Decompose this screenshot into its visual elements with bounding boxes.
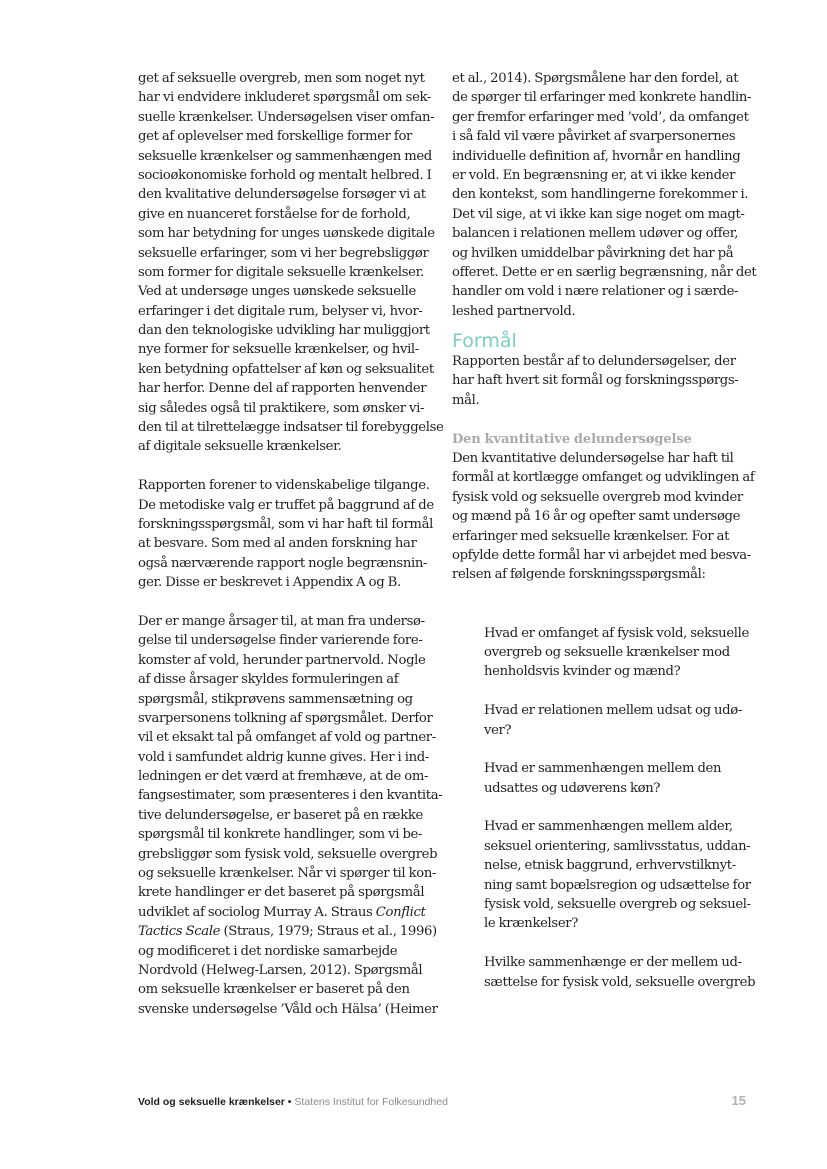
paragraph-gap	[138, 457, 430, 476]
text-line: Den kvantitative delundersøgelse har haft til	[452, 451, 734, 467]
body-paragraph	[138, 69, 444, 457]
research-question	[484, 759, 748, 798]
text-line: De metodiske valg er truffet på baggrund af de	[138, 497, 434, 513]
text-line: af digitale seksuelle krænkelser.	[138, 439, 342, 455]
text-line: og mænd på 16 år og opefter samt undersøge	[452, 509, 741, 525]
text-line: socioøkonomiske forhold og mentalt helbred. I	[138, 167, 432, 183]
body-paragraph	[452, 352, 748, 410]
text-line: ver?	[484, 722, 512, 738]
text-line: har herfor. Denne del af rapporten henvender	[138, 381, 427, 397]
text-line: overgreb og seksuelle krænkelser mod	[484, 644, 730, 660]
text-line: Rapporten forener to videnskabelige tilgange.	[138, 478, 430, 494]
text-line: Der er mange årsager til, at man fra undersø-	[138, 613, 425, 629]
italic-title: Conflict	[375, 904, 426, 920]
text-line: Hvad er omfanget af fysisk vold, seksuelle	[484, 625, 749, 641]
text-line: sættelse for fysisk vold, seksuelle overgreb	[484, 974, 756, 990]
text-line	[138, 903, 430, 922]
body-paragraph	[452, 449, 755, 585]
text-line: i så fald vil være påvirket af svarpersonernes	[452, 129, 736, 145]
footer-report-title: Vold og seksuelle krænkelser	[138, 1096, 285, 1108]
text-line: den kvalitative delundersøgelse forsøger vi at	[138, 187, 426, 203]
text-line: get af oplevelser med forskellige former for	[138, 129, 412, 145]
text-line: erfaringer i det digitale rum, belyser vi, hvor-	[138, 303, 423, 319]
text-line: opfylde dette formål har vi arbejdet med besva-	[452, 548, 751, 563]
text-line: tive delundersøgelse, er baseret på en række	[138, 807, 423, 823]
text-line: ning samt bopælsregion og udsættelse for	[484, 877, 751, 893]
citation-text: (Straus, 1979; Straus et al., 1996)	[220, 924, 437, 940]
text-line: og modificeret i det nordiske samarbejde	[138, 943, 398, 959]
text-line: spørgsmål, stikprøvens sammensætning og	[138, 691, 413, 707]
text-line: erfaringer med seksuelle krænkelser. For at	[452, 528, 730, 544]
paragraph-gap	[138, 593, 430, 612]
text-line: get af seksuelle overgreb, men som noget nyt	[138, 71, 425, 86]
paragraph-gap	[452, 585, 748, 604]
text-line: offeret. Dette er en særlig begrænsning, når det	[452, 264, 757, 280]
text-line: nye former for seksuelle krænkelser, og hvil-	[138, 342, 419, 358]
text-line: nelse, etnisk baggrund, erhvervstilknyt-	[484, 858, 736, 874]
text-line: Ved at undersøge unges uønskede seksuelle	[138, 284, 416, 300]
page-number: 15	[731, 1093, 746, 1108]
research-question	[484, 624, 748, 682]
text-line: Rapporten består af to delundersøgelser, der	[452, 354, 736, 370]
text-line: le krænkelser?	[484, 916, 578, 932]
text-line: leshed partnervold.	[452, 303, 576, 319]
italic-title: Tactics Scale	[138, 924, 221, 940]
text-line: handler om vold i nære relationer og i særde-	[452, 284, 739, 300]
paragraph-gap	[452, 410, 748, 429]
text-line: komster af vold, herunder partnervold. Nogle	[138, 652, 426, 668]
research-question	[484, 953, 756, 992]
page-footer	[138, 1094, 746, 1110]
text-line: Nordvold (Helweg-Larsen, 2012). Spørgsmål	[138, 962, 423, 978]
text-line: og hvilken umiddelbar påvirkning det har på	[452, 245, 734, 261]
text-line: give en nuanceret forståelse for de forhold,	[138, 206, 411, 222]
text-line: mål.	[452, 392, 480, 408]
body-paragraph	[138, 476, 434, 592]
text-line: sig således også til praktikere, som ønsker vi-	[138, 400, 425, 416]
text-line: spørgsmål til konkrete handlinger, som vi be-	[138, 827, 423, 843]
text-line: som former for digitale seksuelle krænkelser.	[138, 264, 424, 280]
text-line: seksuel orientering, samlivsstatus, uddan-	[484, 838, 751, 854]
text-line: dan den teknologiske udvikling har muliggjort	[138, 323, 430, 339]
text-line: om seksuelle krænkelser er baseret på den	[138, 982, 410, 998]
text-line: et al., 2014). Spørgsmålene har den fordel, at	[452, 71, 739, 86]
text-line: og seksuelle krænkelser. Når vi spørger til kon-	[138, 866, 437, 882]
research-question	[484, 701, 748, 740]
text-line: ledningen er det værd at fremhæve, at de om-	[138, 769, 429, 785]
text-line: svarpersonens tolkning af spørgsmålet. Derfor	[138, 710, 433, 726]
text-line: fangsestimater, som præsenteres i den kvantita-	[138, 788, 443, 804]
text-line: fysisk vold og seksuelle overgreb mod kvinder	[452, 489, 743, 505]
text-line: seksuelle erfaringer, som vi her begrebsliggør	[138, 245, 429, 261]
paragraph-gap	[452, 604, 748, 623]
body-paragraph	[138, 612, 443, 1019]
text-line	[138, 922, 437, 941]
text-line: ken betydning opfattelser af køn og seksualitet	[138, 361, 434, 377]
text-line: også nærværende rapport nogle begrænsnin-	[138, 555, 428, 571]
text-line: formål at kortlægge omfanget og udviklingen af	[452, 470, 755, 486]
text-line: ger. Disse er beskrevet i Appendix A og B.	[138, 575, 401, 591]
text-line: seksuelle krænkelser og sammenhængen med	[138, 148, 432, 164]
footer-organization: Statens Institut for Folkesundhed	[294, 1096, 448, 1108]
text-line: Hvad er sammenhængen mellem den	[484, 761, 722, 777]
text-line: Hvad er relationen mellem udsat og udø-	[484, 703, 742, 719]
text-line: har haft hvert sit formål og forskningsspørgs-	[452, 373, 739, 389]
text-line: suelle krænkelser. Undersøgelsen viser omfan-	[138, 109, 435, 125]
subsection-heading: Den kvantitative delundersøgelse	[452, 431, 692, 447]
text-line: Hvilke sammenhænge er der mellem ud-	[484, 955, 742, 971]
text-line: balancen i relationen mellem udøver og offer,	[452, 226, 739, 242]
text-line: ger fremfor erfaringer med ’vold’, da omfanget	[452, 109, 749, 125]
text-line: vil et eksakt tal på omfanget af vold og partner-	[138, 730, 436, 746]
text-line: individuelle definition af, hvornår en handling	[452, 148, 741, 164]
text-line: udsattes og udøverens køn?	[484, 780, 661, 796]
text-line: gelse til undersøgelse finder varierende fore-	[138, 633, 423, 649]
citation-text: udviklet af sociolog Murray A. Straus	[138, 904, 376, 920]
text-line: er vold. En begrænsning er, at vi ikke kender	[452, 167, 736, 183]
section-heading: Formål	[452, 330, 517, 353]
text-line: forskningsspørgsmål, som vi har haft til formål	[138, 516, 433, 532]
text-line: af disse årsager skyldes formuleringen af	[138, 672, 399, 688]
research-question-list	[484, 624, 756, 992]
text-line: de spørger til erfaringer med konkrete handlin-	[452, 90, 752, 106]
text-line: den til at tilrettelægge indsatser til forebyggelse	[138, 420, 444, 436]
text-line: relsen af følgende forskningsspørgsmål:	[452, 567, 706, 583]
text-line: har vi endvidere inkluderet spørgsmål om sek-	[138, 90, 432, 106]
text-line: vold i samfundet aldrig kunne gives. Her i ind-	[138, 749, 429, 765]
text-line: krete handlinger er det baseret på spørgsmål	[138, 885, 425, 901]
research-question	[484, 817, 751, 933]
text-line: den kontekst, som handlingerne forekommer i.	[452, 187, 749, 203]
text-line: Hvad er sammenhængen mellem alder,	[484, 819, 733, 835]
text-line: fysisk vold, seksuelle overgreb og seksuel-	[484, 897, 751, 913]
text-line: at besvare. Som med al anden forskning har	[138, 536, 417, 552]
text-line: Det vil sige, at vi ikke kan sige noget om magt-	[452, 206, 745, 222]
right-column	[452, 69, 757, 1011]
text-line: som har betydning for unges uønskede digitale	[138, 226, 435, 242]
footer-separator: •	[287, 1096, 292, 1108]
text-line: henholdsvis kvinder og mænd?	[484, 664, 681, 680]
left-column	[138, 69, 444, 1019]
text-line: svenske undersøgelse ’Våld och Hälsa’ (Heimer	[138, 1001, 438, 1017]
text-line: grebsliggør som fysisk vold, seksuelle overgreb	[138, 846, 438, 862]
body-paragraph	[452, 69, 757, 321]
